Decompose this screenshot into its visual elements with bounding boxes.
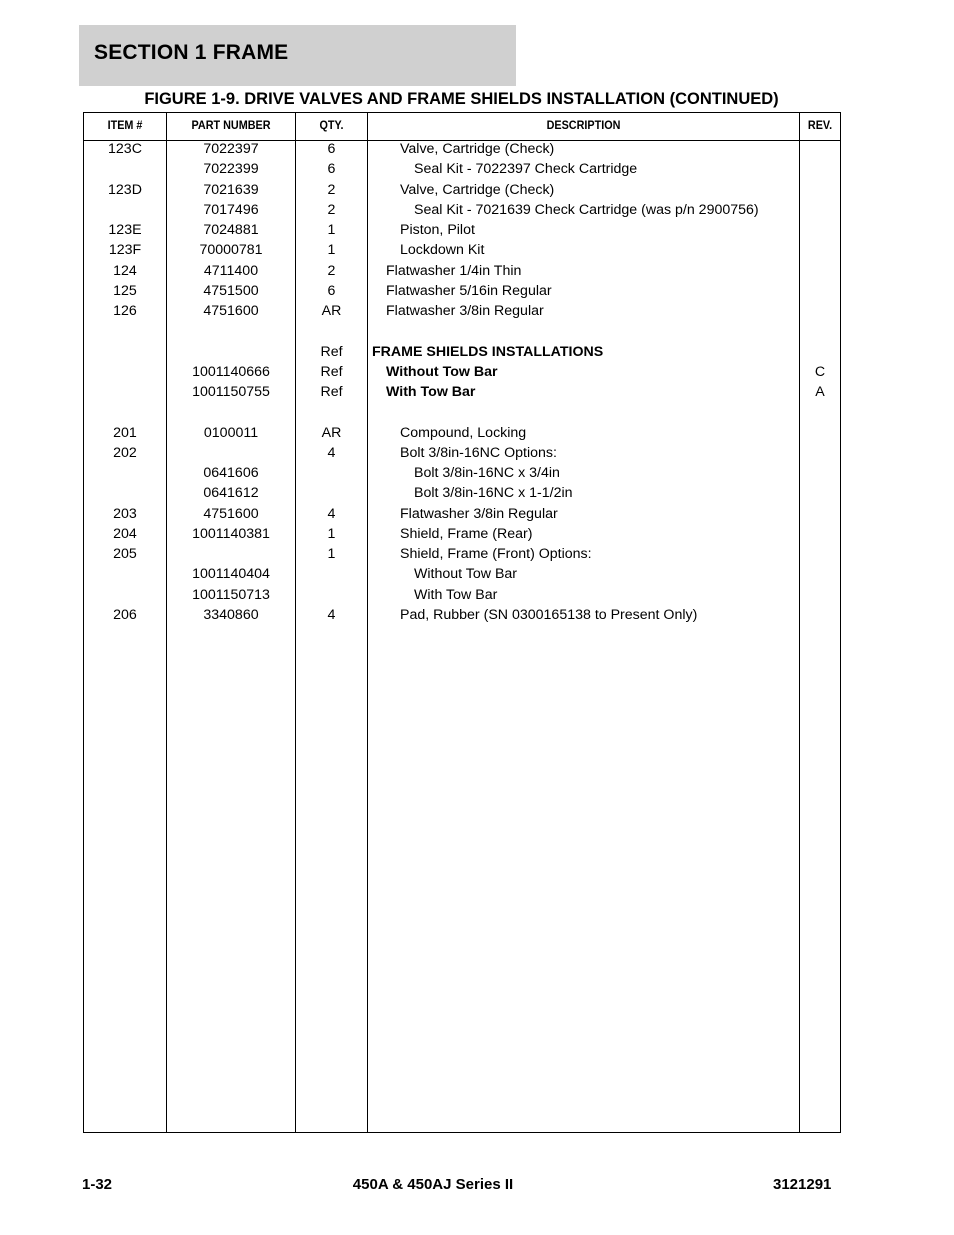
table-row	[84, 242, 840, 262]
item-number: 123F	[108, 242, 142, 259]
part-number: 1001150713	[192, 586, 270, 603]
part-number: 4711400	[203, 262, 259, 279]
description: Shield, Frame (Rear)	[400, 525, 533, 542]
quantity: Ref	[320, 363, 343, 380]
quantity: Ref	[320, 384, 343, 400]
part-number: 0641606	[203, 465, 259, 481]
part-number: 1001140404	[192, 566, 270, 583]
description: Valve, Cartridge (Check)	[400, 181, 555, 198]
table-row	[84, 384, 840, 404]
description: With Tow Bar	[386, 384, 476, 400]
quantity: 4	[327, 606, 336, 623]
description: Bolt 3/8in-16NC Options:	[400, 444, 557, 461]
document-number: 3121291	[773, 1176, 832, 1193]
table-row	[84, 485, 840, 505]
item-number: 126	[113, 303, 137, 319]
part-number: 7022397	[203, 141, 259, 157]
parts-table	[83, 112, 841, 1133]
table-row	[84, 465, 840, 485]
part-number: 3340860	[203, 606, 259, 623]
description: Flatwasher 3/8in Regular	[386, 303, 544, 319]
table-row	[84, 566, 840, 586]
quantity: 2	[327, 181, 336, 198]
description: Without Tow Bar	[386, 363, 498, 380]
table-row	[84, 526, 840, 546]
item-number: 204	[113, 525, 137, 542]
part-number: 7021639	[203, 181, 259, 198]
quantity: 2	[327, 201, 336, 218]
header-part-number: PART NUMBER	[191, 118, 271, 132]
part-number: 7022399	[203, 161, 259, 178]
item-number: 123E	[108, 222, 142, 238]
description: Seal Kit - 7022397 Check Cartridge	[414, 161, 638, 178]
description: Pad, Rubber (SN 0300165138 to Present Only)	[400, 606, 698, 623]
description: Flatwasher 1/4in Thin	[386, 262, 522, 279]
part-number: 70000781	[199, 242, 263, 259]
header-item: ITEM #	[107, 118, 143, 132]
revision: C	[814, 363, 826, 380]
description: Flatwasher 5/16in Regular	[386, 282, 552, 299]
part-number: 0641612	[203, 485, 259, 502]
part-number: 4751500	[203, 282, 259, 299]
model-name: 450A & 450AJ Series II	[352, 1176, 514, 1193]
table-row	[84, 161, 840, 181]
quantity: 2	[327, 262, 336, 279]
item-number: 201	[113, 424, 137, 441]
quantity: 6	[327, 141, 336, 157]
description: Bolt 3/8in-16NC x 1-1/2in	[414, 485, 573, 502]
table-row	[84, 587, 840, 607]
table-row	[84, 344, 840, 364]
description: FRAME SHIELDS INSTALLATIONS	[372, 343, 604, 360]
part-number: 1001140381	[192, 525, 270, 542]
header-qty: QTY.	[319, 118, 344, 132]
part-number: 1001140666	[192, 363, 270, 380]
description: Compound, Locking	[400, 424, 527, 441]
description: Without Tow Bar	[414, 566, 518, 583]
item-number: 202	[113, 444, 137, 461]
header-rev: REV.	[807, 118, 833, 132]
table-row	[84, 425, 840, 445]
description: Piston, Pilot	[400, 222, 475, 238]
item-number: 206	[113, 606, 137, 623]
quantity: AR	[321, 424, 342, 441]
table-row	[84, 222, 840, 242]
item-number: 123C	[108, 141, 142, 157]
part-number: 7024881	[203, 222, 259, 238]
description: Seal Kit - 7021639 Check Cartridge (was p/n 2900756)	[414, 201, 759, 218]
table-row	[84, 182, 840, 202]
part-number: 4751600	[203, 303, 259, 319]
description: Bolt 3/8in-16NC x 3/4in	[414, 465, 560, 481]
quantity: 1	[327, 546, 336, 562]
item-number: 125	[113, 282, 137, 299]
header-description: DESCRIPTION	[546, 118, 621, 132]
section-header-bar	[79, 25, 516, 86]
description: Flatwasher 3/8in Regular	[400, 505, 558, 522]
page-number: 1-32	[82, 1176, 113, 1193]
description: Shield, Frame (Front) Options:	[400, 546, 592, 562]
quantity: 6	[327, 282, 336, 299]
table-row	[84, 323, 840, 343]
revision: A	[815, 384, 825, 400]
quantity: 4	[327, 444, 336, 461]
table-row	[84, 364, 840, 384]
table-row	[84, 404, 840, 424]
description: Valve, Cartridge (Check)	[400, 141, 555, 157]
quantity: 1	[327, 242, 336, 259]
quantity: 6	[327, 161, 336, 178]
table-row	[84, 303, 840, 323]
item-number: 205	[113, 546, 137, 562]
section-title: SECTION 1 FRAME	[94, 41, 289, 64]
table-row	[84, 506, 840, 526]
table-row	[84, 445, 840, 465]
part-number: 7017496	[203, 201, 259, 218]
quantity: 1	[327, 525, 336, 542]
description: With Tow Bar	[414, 586, 498, 603]
part-number: 1001150755	[192, 384, 270, 400]
figure-title: FIGURE 1-9. DRIVE VALVES AND FRAME SHIELDS INSTALLATION (CONTINUED)	[144, 90, 779, 108]
table-row	[84, 607, 840, 627]
part-number: 0100011	[203, 424, 259, 441]
quantity: 1	[327, 222, 336, 238]
item-number: 123D	[108, 181, 142, 198]
item-number: 124	[113, 262, 137, 279]
quantity: AR	[321, 303, 342, 319]
quantity: Ref	[320, 343, 343, 360]
table-row	[84, 283, 840, 303]
table-row	[84, 263, 840, 283]
table-row	[84, 141, 840, 161]
item-number: 203	[113, 505, 137, 522]
description: Lockdown Kit	[400, 242, 485, 259]
table-body	[84, 141, 840, 627]
part-number: 4751600	[203, 505, 259, 522]
table-row	[84, 202, 840, 222]
table-row	[84, 546, 840, 566]
quantity: 4	[327, 505, 336, 522]
